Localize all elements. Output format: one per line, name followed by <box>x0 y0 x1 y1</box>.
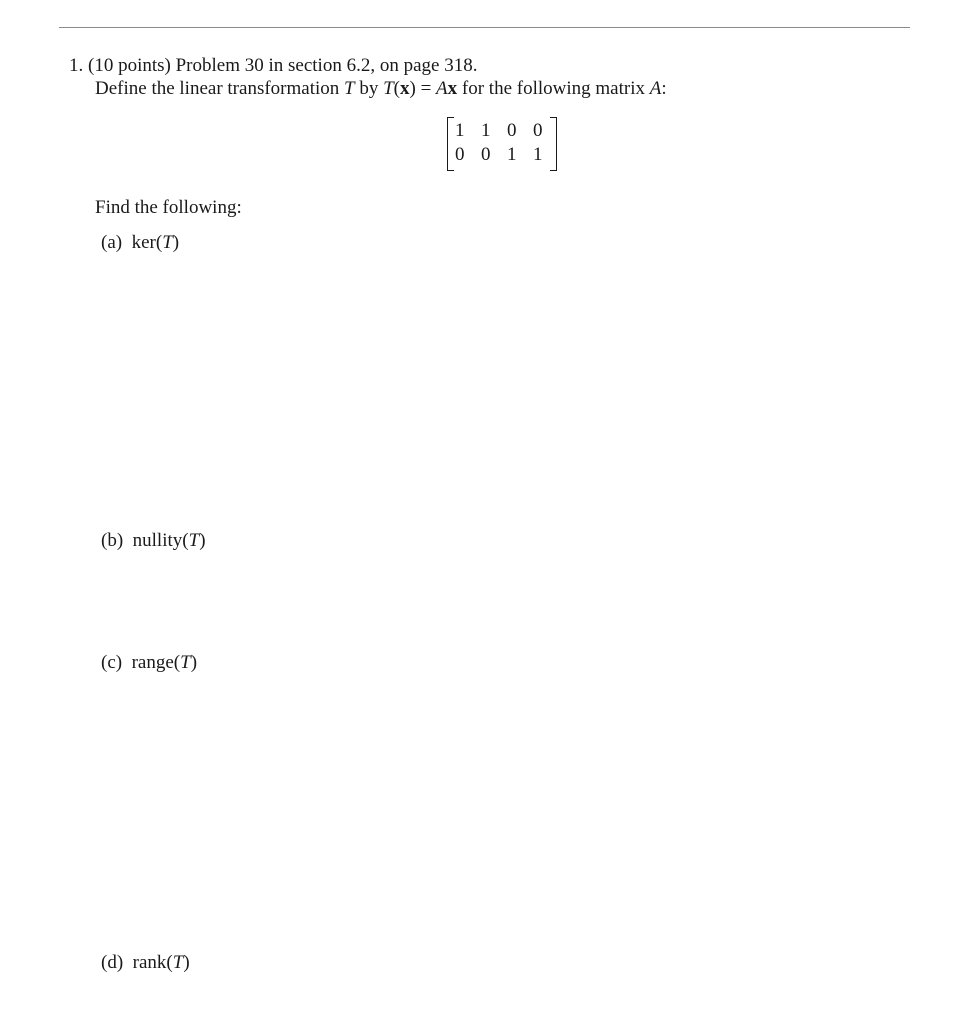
problem-definition <box>95 78 667 100</box>
matrix-row <box>455 144 559 166</box>
matrix-cell: 0 <box>507 120 517 141</box>
matrix-A <box>447 117 557 169</box>
part-label: (b) <box>101 530 124 551</box>
problem-header-text: (10 points) Problem 30 in section 6.2, on page 318. <box>88 55 478 76</box>
part-d <box>101 952 190 974</box>
math-vector-x: x <box>447 78 458 99</box>
math-var-T: T <box>162 232 173 253</box>
matrix-row <box>455 120 559 142</box>
definition-text: for the following matrix <box>457 78 650 99</box>
part-label: (a) <box>101 232 123 253</box>
definition-text: : <box>661 78 667 99</box>
math-var-T: T <box>344 78 355 99</box>
matrix-cell: 0 <box>481 144 491 165</box>
part-func: range( <box>131 652 181 673</box>
part-func: ) <box>172 232 180 253</box>
part-label: (c) <box>101 652 123 673</box>
part-a <box>101 232 179 254</box>
part-func: ker( <box>131 232 163 253</box>
math-var-T: T <box>383 78 394 99</box>
part-func: ) <box>183 952 190 973</box>
problem-number: 1. <box>69 55 84 76</box>
definition-text: Define the linear transformation <box>95 78 345 99</box>
header-rule <box>59 27 910 28</box>
math-var-A: A <box>436 78 448 99</box>
math-var-T: T <box>180 652 191 673</box>
math-var-T: T <box>172 952 184 973</box>
problem-header <box>69 55 477 77</box>
part-func: nullity( <box>132 530 189 551</box>
instruction: Find the following: <box>95 197 242 218</box>
part-c <box>101 652 197 674</box>
part-label: (d) <box>101 952 124 973</box>
math-var-A: A <box>649 78 662 99</box>
left-bracket <box>447 117 454 171</box>
math-var-T: T <box>188 530 200 551</box>
math-vector-x: x <box>400 78 410 99</box>
part-b <box>101 530 206 552</box>
right-bracket <box>550 117 557 171</box>
definition-text: ( <box>393 78 400 99</box>
matrix-cell: 1 <box>481 120 491 141</box>
part-func: rank( <box>132 952 173 973</box>
part-func: ) <box>199 530 206 551</box>
matrix-cell: 1 <box>455 120 465 141</box>
definition-text: ) = <box>409 78 437 99</box>
part-func: ) <box>190 652 198 673</box>
matrix-cell: 0 <box>533 120 543 141</box>
matrix-cell: 1 <box>507 144 517 165</box>
matrix-cell: 1 <box>533 144 543 165</box>
definition-text: by <box>354 78 384 99</box>
matrix-cell: 0 <box>455 144 465 165</box>
